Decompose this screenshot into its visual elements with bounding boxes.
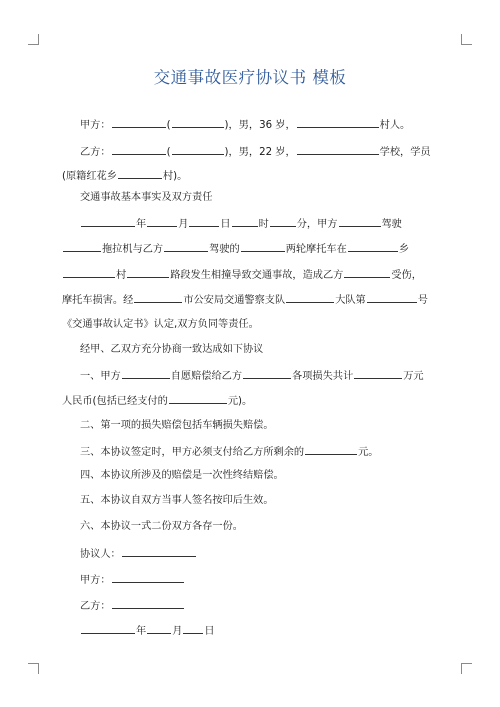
blank-payee[interactable] <box>243 368 291 379</box>
blank-city[interactable] <box>134 292 182 303</box>
crop-mark-top-right <box>461 34 472 45</box>
agreement-intro: 经甲、乙双方充分协商一致达成如下协议 <box>80 344 264 355</box>
blank-minute[interactable] <box>270 216 296 227</box>
blank-motorcycle[interactable] <box>241 241 285 252</box>
sign-date-line: 年 月 日 <box>80 623 460 639</box>
blank-road-section[interactable] <box>127 267 169 278</box>
blank-year[interactable] <box>81 216 135 227</box>
blank-sign-party-b[interactable] <box>112 598 184 609</box>
section-facts-heading: 交通事故基本事实及双方责任 <box>80 192 213 203</box>
blank-party-a-address[interactable] <box>297 117 379 128</box>
blank-tractor[interactable] <box>63 241 101 252</box>
clause-1-cont-line: 人民币(包括已经支付的 元)。 <box>62 393 442 409</box>
blank-township[interactable] <box>348 241 398 252</box>
clause-1-line: 一、甲方 自愿赔偿给乙方 各项损失共计 万元 <box>80 368 460 384</box>
blank-injured-party[interactable] <box>344 267 390 278</box>
liability-line: 《交通事故认定书》认定,双方负同等责任。 <box>62 319 259 330</box>
blank-sign-day[interactable] <box>183 623 203 634</box>
blank-party-a-name[interactable] <box>112 117 166 128</box>
sign-party-a-line: 甲方： <box>80 572 460 588</box>
blank-village[interactable] <box>63 267 115 278</box>
clause-6: 六、本协议一式二份双方各存一份。 <box>80 521 243 532</box>
clause-3-line: 三、本协议签定时，甲方必须支付给乙方所剩余的 元。 <box>80 444 460 460</box>
blank-sign-party-a[interactable] <box>112 572 184 583</box>
accident-date-line: 年 月 日 时 分，甲方 驾驶 <box>80 216 460 232</box>
clause-2: 二、第一项的损失赔偿包括车辆损失赔偿。 <box>80 420 274 431</box>
blank-hour[interactable] <box>232 216 258 227</box>
document-title: 交通事故医疗协议书 模板 <box>153 68 347 87</box>
crop-mark-bottom-right <box>461 663 472 674</box>
police-line: 摩托车损害。经 市公安局交通警察支队 大队第 号 <box>62 292 442 308</box>
blank-total-amount[interactable] <box>354 368 402 379</box>
origin-line: (原籍红花乡 村)。 <box>62 168 442 184</box>
blank-party-a-id[interactable] <box>172 117 224 128</box>
blank-party-b-school[interactable] <box>297 144 379 155</box>
blank-month[interactable] <box>147 216 177 227</box>
blank-signatories[interactable] <box>122 546 196 557</box>
blank-report-number[interactable] <box>367 292 417 303</box>
sign-party-b-line: 乙方： <box>80 598 460 614</box>
blank-paid-amount[interactable] <box>169 393 227 404</box>
crop-mark-bottom-left <box>28 663 39 674</box>
party-a-line: 甲方： ( )，男，36 岁， 村人。 <box>80 117 460 133</box>
blank-sign-month[interactable] <box>147 623 171 634</box>
blank-payer[interactable] <box>122 368 170 379</box>
blank-sign-year[interactable] <box>81 623 135 634</box>
signatories-line: 协议人： <box>80 546 460 562</box>
crop-mark-top-left <box>28 34 39 45</box>
party-b-line: 乙方： ( )，男，22 岁， 学校，学员 <box>80 144 460 160</box>
blank-remaining-amount[interactable] <box>305 444 357 455</box>
clause-4: 四、本协议所涉及的赔偿是一次性终结赔偿。 <box>80 470 284 481</box>
blank-origin-village[interactable] <box>118 168 162 179</box>
blank-brigade[interactable] <box>286 292 334 303</box>
blank-party-a-driver[interactable] <box>339 216 381 227</box>
blank-party-b-driver[interactable] <box>164 241 208 252</box>
location-line: 村 路段发生相撞导致交通事故，造成乙方 受伤， <box>62 267 442 283</box>
blank-day[interactable] <box>189 216 219 227</box>
vehicles-line: 拖拉机与乙方 驾驶的 两轮摩托车在 乡 <box>62 241 442 257</box>
blank-party-b-id[interactable] <box>172 144 224 155</box>
clause-5: 五、本协议自双方当事人签名按印后生效。 <box>80 495 274 506</box>
blank-party-b-name[interactable] <box>112 144 166 155</box>
